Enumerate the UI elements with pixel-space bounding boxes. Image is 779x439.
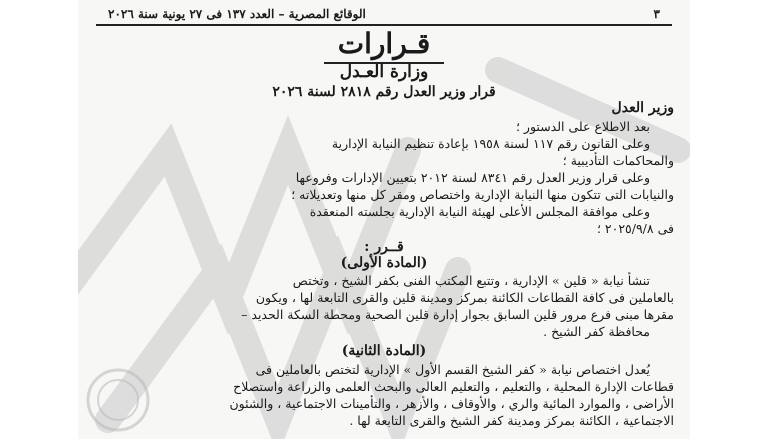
- preamble-line: والنيابات التى تتكون منها النيابة الإدارية واختصاص ومقر كل منها وتعديلاته ؛: [291, 187, 674, 202]
- running-header: [108, 6, 660, 22]
- preamble-line: فى ٢٠٢٥/٩/٨ ؛: [596, 221, 674, 236]
- preamble-line: بعد الاطلاع على الدستور ؛: [515, 119, 650, 134]
- article-two-line: يُعدل اختصاص نيابة « كفر الشيخ القسم الأول » الإدارية لتختص بالعاملين فى: [255, 362, 650, 377]
- gazette-issue-line: الوقائع المصرية – العدد ١٣٧ فى ٢٧ يونية سنة ٢٠٢٦: [108, 7, 366, 21]
- article-two-line: قطاعات الإدارة المحلية ، والتعليم ، والتعليم العالى والبحث العلمى والزراعة واستصلاح: [233, 379, 674, 394]
- article-one-heading: (المادة الأولى): [340, 255, 428, 271]
- preamble-line: وعلى قرار وزير العدل رقم ٨٣٤١ لسنة ٢٠١٢ بتعيين الإدارات وفروعها: [295, 170, 650, 185]
- decides-heading: قــرر :: [364, 239, 404, 255]
- issuer: وزير العدل: [611, 100, 674, 116]
- preamble-line: والمحاكمات التأديبية ؛: [562, 153, 674, 168]
- preamble-line: وعلى القانون رقم ١١٧ لسنة ١٩٥٨ بإعادة تنظيم النيابة الإدارية: [331, 136, 650, 151]
- gazette-page: [78, 0, 690, 439]
- section-title: قـرارات: [337, 27, 431, 60]
- article-one-line: تنشأ نيابة « قلين » الإدارية ، وتتبع المكتب الفنى بكفر الشيخ ، وتختص: [292, 273, 650, 288]
- preamble-line: وعلى موافقة المجلس الأعلى لهيئة النيابة الإدارية بجلسته المنعقدة: [309, 204, 650, 219]
- page-number: ٣: [653, 7, 660, 21]
- article-two-heading: (المادة الثانية): [341, 343, 427, 359]
- article-two-line: الاجتماعية ، الكائنة بمركز ومدينة كفر الشيخ والقرى التابعة لها .: [349, 413, 674, 428]
- article-one-line: بالعاملين فى كافة القطاعات الكائنة بمركز ومدينة قلين والقرى التابعة لها ، ويكون: [255, 290, 674, 305]
- article-one-line: محافظة كفر الشيخ .: [543, 324, 650, 339]
- ministry-name: وزارة العـدل: [339, 62, 429, 82]
- decree-title: قرار وزير العدل رقم ٢٨١٨ لسنة ٢٠٢٦: [272, 84, 496, 100]
- article-one-line: مقرها مبنى فرع مرور قلين السابق بجوار إدارة قلين الصحية ومحطة السكة الحديد –: [241, 307, 674, 322]
- article-two-line: الأراضى ، والموارد المائية والري ، والأوقاف ، والأزهر ، والتأمينات الاجتماعية ، والشئون: [229, 396, 674, 411]
